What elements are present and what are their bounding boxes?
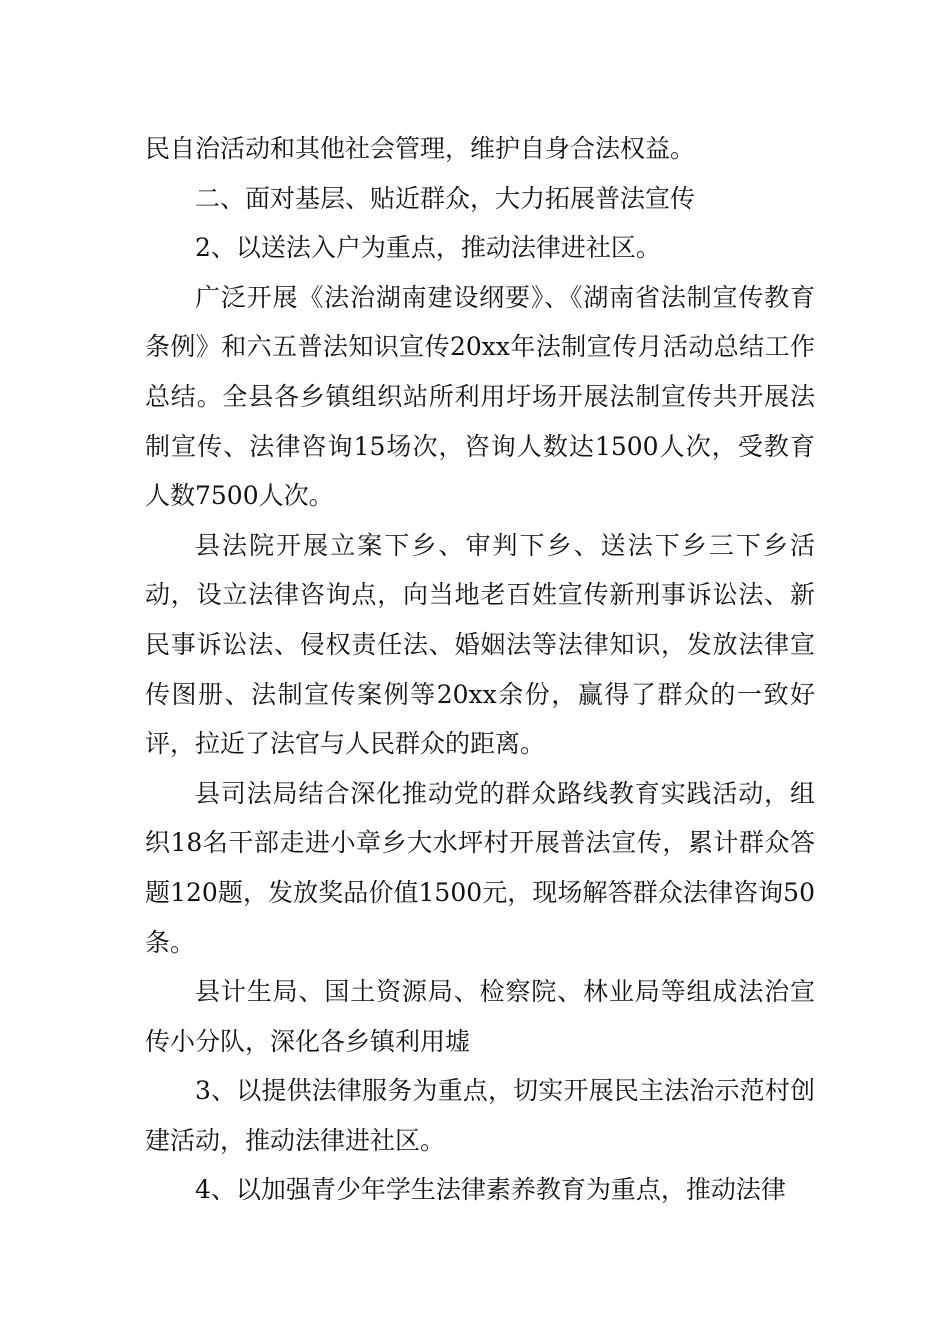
paragraph-7: 县计生局、国土资源局、检察院、林业局等组成法治宣传小分队，深化各乡镇利用墟 xyxy=(145,977,815,1056)
paragraph-8: 3、以提供法律服务为重点，切实开展民主法治示范村创建活动，推动法律进社区。 xyxy=(145,1076,815,1155)
paragraph-2: 二、面对基层、贴近群众，大力拓展普法宣传 xyxy=(195,183,696,213)
paragraph-6: 县司法局结合深化推动党的群众路线教育实践活动，组织18名干部走进小章乡大水坪村开展普法宣传，累计群众答题120题，发放奖品价值1500元，现场解答群众法律咨询50条。 xyxy=(145,778,815,957)
paragraph-3: 2、以送法入户为重点，推动法律进社区。 xyxy=(195,233,661,263)
paragraph-9: 4、以加强青少年学生法律素养教育为重点，推动法律 xyxy=(195,1175,786,1205)
paragraph-1: 民自治活动和其他社会管理，维护自身合法权益。 xyxy=(145,134,696,163)
paragraph-5: 县法院开展立案下乡、审判下乡、送法下乡三下乡活动，设立法律咨询点，向当地老百姓宣传新刑事诉讼法、新民事诉讼法、侵权责任法、婚姻法等法律知识，发放法律宣传图册、法制宣传案例等20xx余份，赢得了群众的一致好评，拉近了法官与人民群众的距离。 xyxy=(145,530,815,759)
document-body xyxy=(145,124,815,1215)
paragraph-4: 广泛开展《法治湖南建设纲要》、《湖南省法制宣传教育条例》和六五普法知识宣传20xx年法制宣传月活动总结工作总结。全县各乡镇组织站所利用圩场开展法制宣传共开展法制宣传、法律咨询15场次，咨询人数达1500人次，受教育人数7500人次。 xyxy=(145,282,815,511)
